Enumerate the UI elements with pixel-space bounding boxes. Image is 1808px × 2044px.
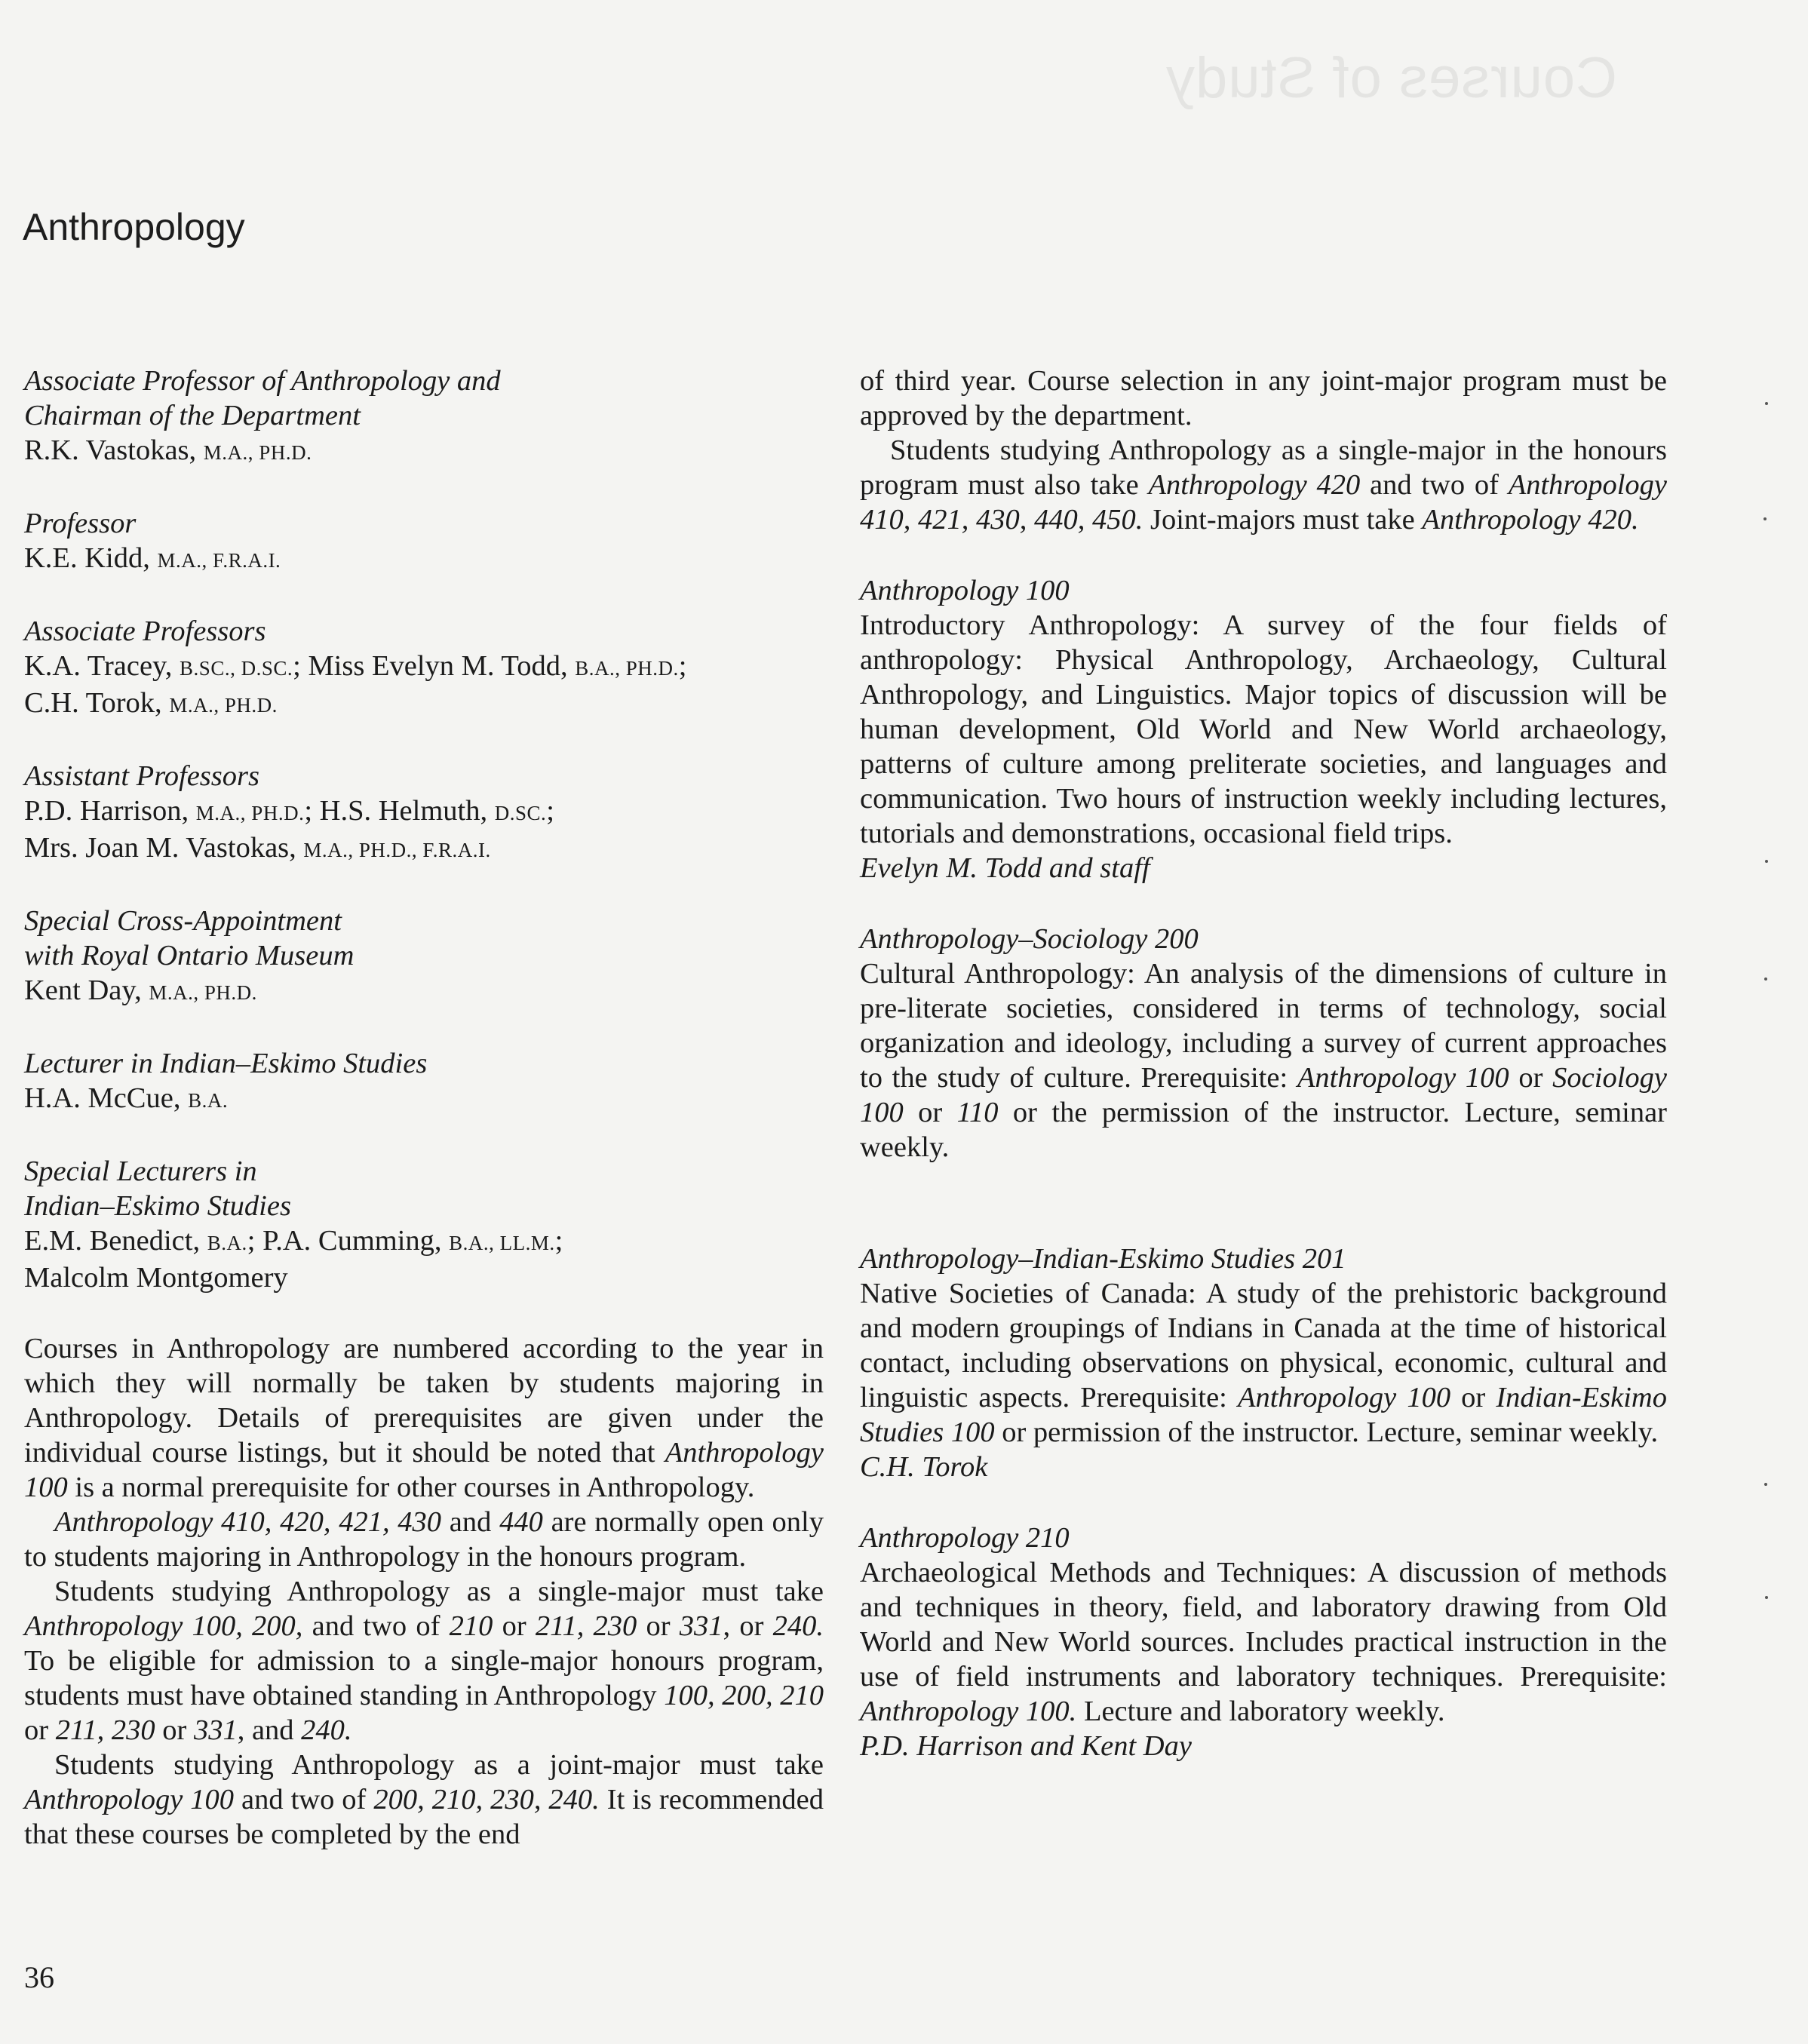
faculty-rank: with Royal Ontario Museum: [24, 940, 355, 971]
faculty-list: [24, 364, 824, 1295]
course-heading: Anthropology 100: [860, 575, 1070, 606]
course-instructor: P.D. Harrison and Kent Day: [860, 1730, 1192, 1762]
separator: ;: [304, 795, 320, 827]
intro-paragraph: [860, 433, 1667, 537]
faculty-line: [24, 830, 824, 867]
text-run: is a normal prerequisite for other courses in Anthropology.: [67, 1472, 755, 1503]
faculty-degrees: M.A., PH.D.: [169, 694, 278, 717]
intro-paragraph: [24, 1331, 824, 1505]
faculty-line: [24, 1260, 824, 1295]
course-entry: [860, 1241, 1667, 1484]
separator: ;: [247, 1225, 263, 1257]
italic-reference: 110: [956, 1097, 999, 1128]
faculty-rank: Associate Professor of Anthropology and: [24, 365, 501, 397]
faculty-degrees: M.A., PH.D.: [195, 802, 305, 824]
faculty-name: K.A. Tracey,: [24, 650, 180, 682]
faculty-degrees: M.A., PH.D.: [203, 441, 312, 464]
faculty-group: [24, 614, 824, 723]
separator: ;: [554, 1225, 563, 1257]
faculty-group: [24, 1046, 824, 1118]
faculty-rank: Special Cross-Appointment: [24, 905, 342, 937]
text-run: or the permission of the instructor. Lecture, seminar weekly.: [860, 1097, 1667, 1163]
faculty-degrees: B.A., PH.D.: [575, 657, 679, 680]
text-run: Archaeological Methods and Techniques: A discussion of methods and techniques in theory, field, and laboratory drawing from Old World and New World sources. Includes practical instruction in the use of field instruments and laboratory techniques. Prerequisite:: [860, 1557, 1667, 1693]
intro-paragraph: [24, 1505, 824, 1574]
text-run: or: [637, 1610, 680, 1642]
text-run: Students studying Anthropology as a single-major in the honours program must also take: [860, 434, 1667, 501]
faculty-group: [24, 364, 824, 470]
faculty-degrees: B.SC., D.SC.: [180, 657, 293, 680]
text-run: or: [903, 1097, 957, 1128]
faculty-rank: Assistant Professors: [24, 760, 259, 792]
italic-reference: Anthropology 100: [24, 1437, 824, 1503]
scan-speck: [1763, 517, 1767, 520]
separator: ;: [546, 795, 554, 827]
text-run: or: [1450, 1382, 1496, 1413]
italic-reference: 331: [193, 1714, 238, 1746]
text-run: or permission of the instructor. Lecture, seminar weekly.: [994, 1416, 1659, 1448]
faculty-degrees: M.A., PH.D., F.R.A.I.: [303, 839, 491, 861]
text-run: To be eligible for admission to a single-major honours program, students must have obtained standing in Anthropology: [24, 1645, 824, 1711]
italic-reference: Anthropology 410, 421, 430, 440, 450.: [860, 469, 1667, 536]
italic-reference: Anthropology 100: [24, 1784, 235, 1815]
text-run: and two of: [302, 1610, 450, 1642]
scan-speck: [1765, 1596, 1768, 1599]
scan-speck: [1764, 1483, 1767, 1486]
text-run: or: [1509, 1062, 1553, 1094]
text-run: Native Societies of Canada: A study of the prehistoric background and modern groupings of Indians in Canada at the time of historical contact, including observations on physical, economic, cultural and linguistic aspects. Prerequisite:: [860, 1278, 1667, 1413]
course-instructor: C.H. Torok: [860, 1451, 988, 1483]
italic-reference: 240.: [301, 1714, 352, 1746]
faculty-degrees: M.A., PH.D.: [149, 981, 257, 1004]
faculty-line: [24, 793, 824, 830]
faculty-line: [24, 541, 824, 578]
faculty-name: H.S. Helmuth,: [319, 795, 495, 827]
faculty-line: [24, 649, 824, 686]
faculty-line: [24, 433, 824, 470]
italic-reference: 211, 230: [55, 1714, 155, 1746]
text-run: Students studying Anthropology as a joint-major must take: [54, 1749, 824, 1781]
running-header-bleedthrough: Courses of Study: [1165, 46, 1617, 110]
faculty-name: Miss Evelyn M. Todd,: [308, 650, 576, 682]
text-run: and: [441, 1506, 500, 1538]
text-run: Courses in Anthropology are numbered according to the year in which they will normally be taken by students majoring in Anthropology. Details of prerequisites are given under the individual course listings, but it should be noted that: [24, 1333, 824, 1469]
italic-reference: Anthropology 420.: [1422, 504, 1639, 536]
italic-reference: Anthropology 100.: [860, 1696, 1077, 1727]
faculty-rank: Special Lecturers in: [24, 1156, 257, 1187]
course-description: [860, 608, 1667, 851]
text-run: Lecture and laboratory weekly.: [1076, 1696, 1445, 1727]
faculty-name: R.K. Vastokas,: [24, 434, 204, 466]
faculty-degrees: B.A.: [207, 1232, 247, 1254]
section-title: Anthropology: [23, 206, 245, 248]
faculty-group: [24, 759, 824, 867]
course-heading: Anthropology–Indian-Eskimo Studies 201: [860, 1243, 1346, 1275]
text-run: of third year. Course selection in any joint-major program must be approved by the department.: [860, 365, 1667, 431]
course-list: [860, 573, 1667, 1763]
italic-reference: 331: [679, 1610, 723, 1642]
separator: ;: [293, 650, 308, 682]
faculty-group: [24, 904, 824, 1010]
text-run: , or: [723, 1610, 773, 1642]
text-run: or: [24, 1714, 56, 1746]
faculty-name: C.H. Torok,: [24, 687, 170, 719]
faculty-rank: Indian–Eskimo Studies: [24, 1190, 291, 1222]
page-number: 36: [24, 1960, 54, 1994]
italic-reference: Anthropology 100, 200,: [24, 1610, 303, 1642]
faculty-name: K.E. Kidd,: [24, 542, 158, 574]
scan-speck: [1764, 977, 1767, 981]
text-run: or: [155, 1714, 194, 1746]
italic-reference: Anthropology 100: [1237, 1382, 1451, 1413]
text-run: are normally open only to students majoring in Anthropology in the honours program.: [24, 1506, 824, 1573]
course-entry: [860, 922, 1667, 1165]
course-description: [860, 956, 1667, 1165]
faculty-name: P.D. Harrison,: [24, 795, 196, 827]
text-run: Joint-majors must take: [1143, 504, 1423, 536]
scan-speck: [1765, 860, 1768, 863]
course-heading: Anthropology–Sociology 200: [860, 923, 1199, 955]
faculty-name: Malcolm Montgomery: [24, 1262, 288, 1294]
faculty-name: Kent Day,: [24, 974, 149, 1006]
italic-reference: 210: [449, 1610, 493, 1642]
intro-paragraph: [24, 1748, 824, 1852]
italic-reference: Anthropology 410, 420, 421, 430: [54, 1506, 442, 1538]
text-run: and two of: [234, 1784, 374, 1815]
faculty-name: Mrs. Joan M. Vastokas,: [24, 832, 304, 864]
right-column: [860, 364, 1667, 1763]
text-run: , and: [237, 1714, 302, 1746]
faculty-line: [24, 686, 824, 723]
italic-reference: 200, 210, 230, 240.: [373, 1784, 600, 1815]
faculty-name: E.M. Benedict,: [24, 1225, 207, 1257]
italic-reference: Indian-Eskimo Studies 100: [860, 1382, 1667, 1448]
faculty-group: [24, 506, 824, 578]
intro-paragraph-continued: [860, 364, 1667, 433]
text-run: Students studying Anthropology as a single-major must take: [54, 1576, 824, 1607]
faculty-degrees: M.A., F.R.A.I.: [157, 549, 281, 572]
faculty-line: [24, 973, 824, 1010]
text-run: and two of: [1360, 469, 1509, 501]
course-description: [860, 1555, 1667, 1729]
faculty-group: [24, 1154, 824, 1295]
course-entry: [860, 573, 1667, 885]
course-instructor: Evelyn M. Todd and staff: [860, 852, 1150, 884]
text-run: or: [493, 1610, 536, 1642]
faculty-rank: Professor: [24, 508, 137, 539]
course-heading: Anthropology 210: [860, 1522, 1070, 1554]
italic-reference: 211, 230: [535, 1610, 637, 1642]
intro-paragraph: [24, 1574, 824, 1748]
text-run: It is recommended that these courses be completed by the end: [24, 1784, 824, 1850]
faculty-degrees: D.SC.: [494, 802, 547, 824]
faculty-rank: Associate Professors: [24, 615, 266, 647]
text-run: Introductory Anthropology: A survey of the four fields of anthropology: Physical Anthropology, Archaeology, Cultural Anthropology, and Linguistics. Major topics of discussion will be human development, Old World and New World archaeology, patterns of culture among preliterate societies, and languages and communication. Two hours of instruction weekly including lectures, tutorials and demonstrations, occasional field trips.: [860, 609, 1667, 849]
scan-speck: [1765, 402, 1768, 405]
course-description: [860, 1276, 1667, 1450]
faculty-rank: Lecturer in Indian–Eskimo Studies: [24, 1048, 428, 1079]
italic-reference: Anthropology 420: [1148, 469, 1361, 501]
italic-reference: 240.: [772, 1610, 824, 1642]
italic-reference: 100, 200, 210: [664, 1680, 824, 1711]
left-column: [24, 364, 824, 1852]
faculty-rank: Chairman of the Department: [24, 400, 361, 431]
intro-text: [24, 1331, 824, 1852]
text-run: Cultural Anthropology: An analysis of the dimensions of culture in pre-literate societies, considered in terms of technology, social organization and ideology, including a survey of current approaches to the study of culture. Prerequisite:: [860, 958, 1667, 1094]
faculty-line: [24, 1223, 824, 1260]
faculty-degrees: B.A.: [188, 1089, 229, 1112]
course-entry: [860, 1521, 1667, 1763]
faculty-name: H.A. McCue,: [24, 1082, 189, 1114]
italic-reference: Sociology 100: [860, 1062, 1667, 1128]
separator: ;: [678, 650, 687, 682]
italic-reference: 440: [499, 1506, 543, 1538]
faculty-name: P.A. Cumming,: [262, 1225, 450, 1257]
italic-reference: Anthropology 100: [1297, 1062, 1509, 1094]
faculty-line: [24, 1081, 824, 1118]
faculty-degrees: B.A., LL.M.: [449, 1232, 555, 1254]
